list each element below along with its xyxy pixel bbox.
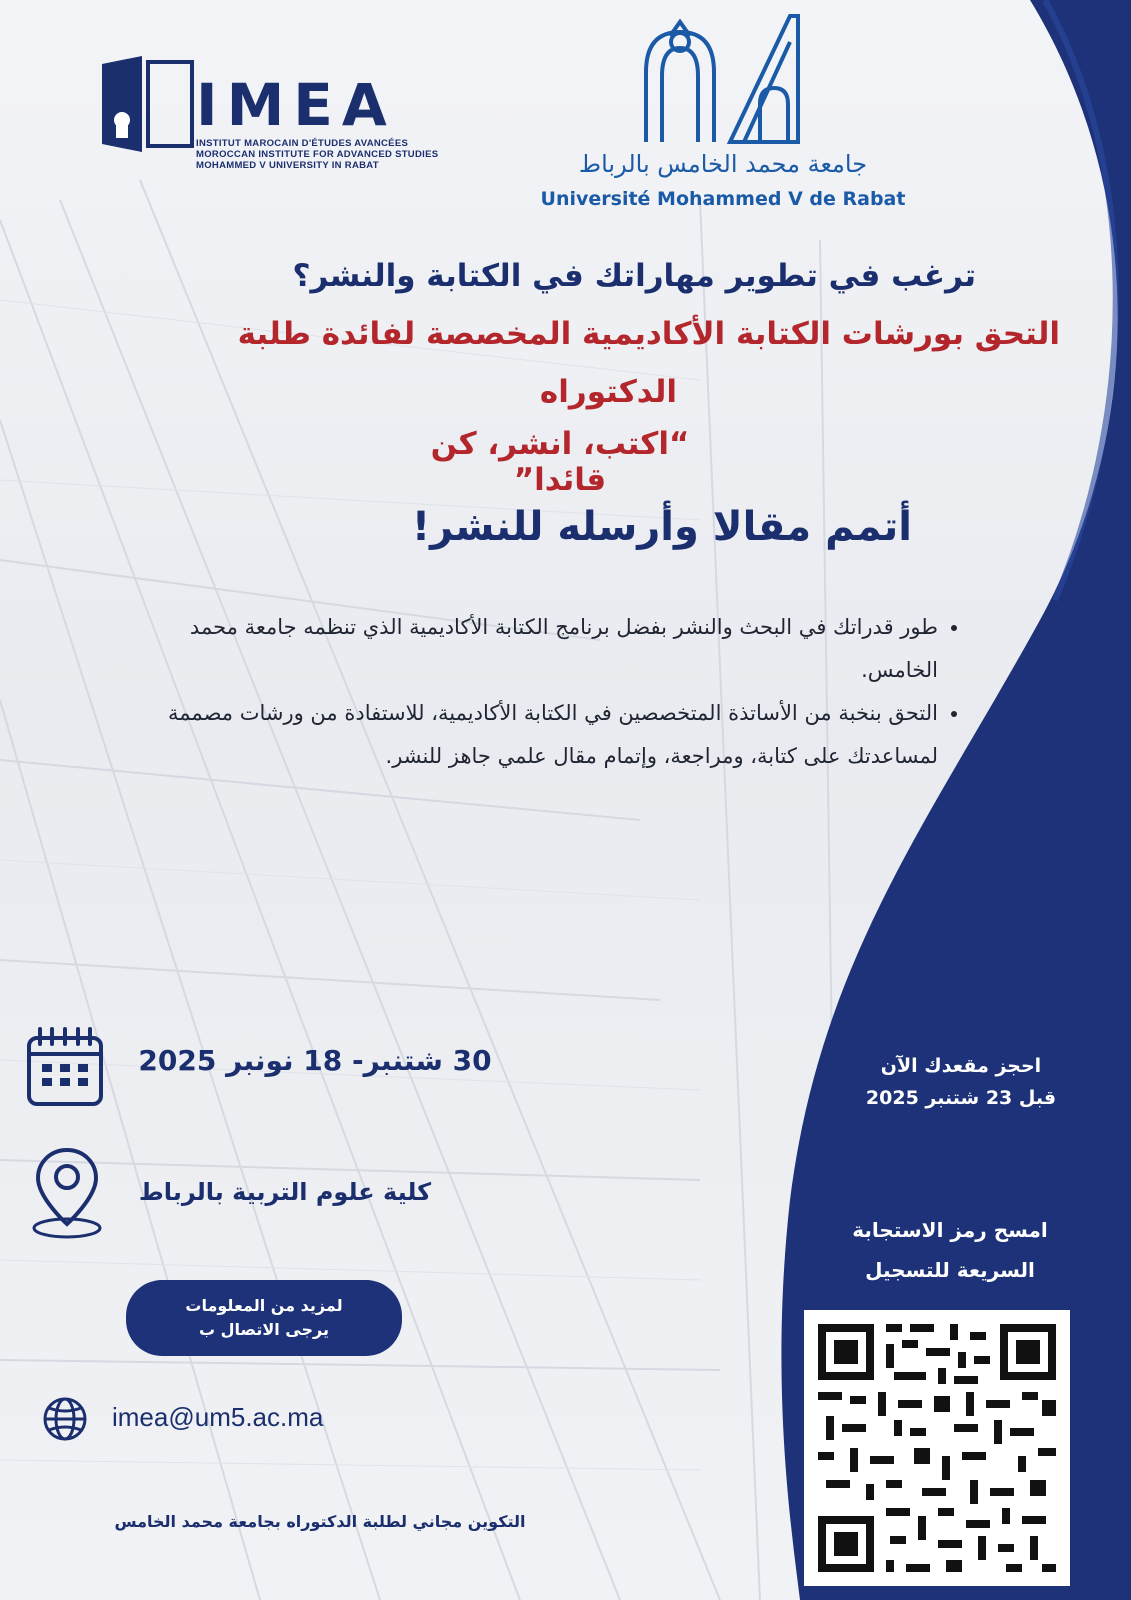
headline-invite-1: التحق بورشات الكتابة الأكاديمية المخصصة لفائدة طلبة (237, 316, 1060, 352)
um5-emblem-icon (640, 12, 800, 144)
event-location: كلية علوم التربية بالرباط (138, 1178, 432, 1206)
imea-subtitle-line: MOHAMMED V UNIVERSITY IN RABAT (196, 160, 379, 171)
globe-icon (42, 1396, 88, 1442)
headline-call: أتمم مقالا وأرسله للنشر! (411, 504, 912, 550)
imea-subtitle-line: MOROCCAN INSTITUTE FOR ADVANCED STUDIES (196, 149, 439, 160)
bullet-item: • طور قدراتك في البحث والنشر بفضل برنامج الكتابة الأكاديمية الذي تنظمه جامعة محمد الخامس. (110, 606, 938, 692)
um5-french-name: Université Mohammed V de Rabat (540, 188, 906, 210)
imea-subtitle (196, 138, 438, 171)
bullet-item: • التحق بنخبة من الأساتذة المتخصصين في الكتابة الأكاديمية، للاستفادة من ورشات مصممة لمساعدتك على كتابة، ومراجعة، وإتمام مقال علمي جاهز للنشر. (110, 692, 938, 778)
headline-invite-2: الدكتوراه (539, 374, 677, 410)
booking-deadline (826, 1050, 1096, 1114)
location-pin-icon (28, 1146, 106, 1240)
contact-info-pill (126, 1280, 402, 1356)
scan-instruction (800, 1210, 1100, 1290)
event-dates: 30 شتنبر- 18 نونبر 2025 (138, 1044, 492, 1077)
footer-note: التكوين مجاني لطلبة الدكتوراه بجامعة محمد الخامس (114, 1512, 526, 1531)
contact-line: لمزيد من المعلومات (185, 1296, 343, 1315)
imea-door-icon (102, 56, 194, 152)
booking-line: قبل 23 شتنبر 2025 (865, 1087, 1057, 1109)
um5-arabic-name: جامعة محمد الخامس بالرباط (578, 150, 868, 178)
imea-subtitle-line: INSTITUT MAROCAIN D'ÉTUDES AVANCÉES (196, 138, 409, 149)
booking-line: احجز مقعدك الآن (880, 1055, 1042, 1077)
imea-name: IMEA (196, 71, 396, 139)
contact-line: يرجى الاتصال ب (199, 1320, 329, 1339)
contact-email[interactable]: imea@um5.ac.ma (112, 1402, 324, 1432)
qr-code-pattern (804, 1310, 1070, 1586)
headline-question: ترغب في تطوير مهاراتك في الكتابة والنشر؟ (292, 258, 976, 294)
headline-slogan: “اكتب، انشر، كن قائدا” (430, 426, 690, 498)
um5-logo (528, 12, 918, 212)
scan-line: امسح رمز الاستجابة (852, 1218, 1048, 1242)
qr-code[interactable] (804, 1310, 1070, 1586)
scan-line: السريعة للتسجيل (865, 1258, 1035, 1282)
bullet-list (110, 606, 960, 778)
calendar-icon (26, 1026, 104, 1108)
